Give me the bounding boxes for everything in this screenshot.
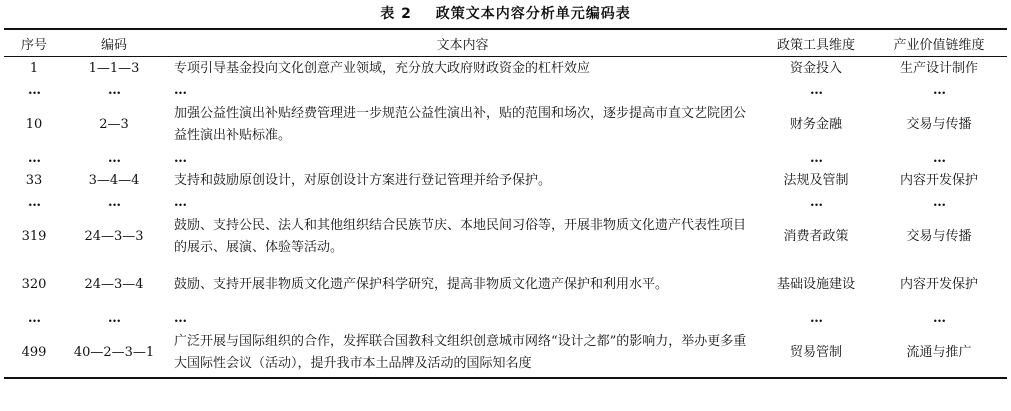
text-content-cell: 广泛开展与国际组织的合作，发挥联合国教科文组织创意城市网络“设计之都”的影响力，举办更多重大国际性会议（活动），提升我市本土品牌及活动的国际知名度 [164, 329, 761, 378]
table-row [4, 261, 1007, 309]
table-body [4, 57, 1007, 379]
header-serial: 序号 [4, 29, 64, 57]
table-wrapper [4, 0, 1007, 379]
coding-table [4, 28, 1007, 379]
code-cell: … [108, 195, 120, 210]
header-policy-tool: 政策工具维度 [761, 29, 871, 57]
ellipsis-row [4, 81, 1007, 101]
text-content-cell: … [174, 151, 186, 166]
table-row [4, 57, 1007, 82]
code-cell: … [108, 151, 120, 166]
value-chain-cell: 流通与推广 [871, 329, 1007, 378]
table-caption [4, 0, 1007, 28]
serial-cell: 320 [21, 277, 47, 292]
serial-cell: 1 [29, 61, 39, 76]
text-content-cell: … [174, 311, 186, 326]
ellipsis-row [4, 149, 1007, 169]
header-row [4, 29, 1007, 57]
serial-cell: … [28, 151, 40, 166]
policy-tool-cell: … [810, 311, 822, 326]
policy-tool-cell: 资金投入 [789, 61, 842, 76]
value-chain-cell: … [933, 151, 945, 166]
code-cell: 3—4—4 [88, 173, 140, 188]
text-content-cell: 鼓励、支持开展非物质文化遗产保护科学研究，提高非物质文化遗产保护和利用水平。 [174, 277, 669, 292]
code-cell: 1—1—3 [88, 61, 140, 76]
code-cell: … [108, 83, 120, 98]
code-cell: 24—3—3 [84, 229, 144, 244]
serial-cell: 319 [21, 229, 47, 244]
policy-tool-cell: … [810, 195, 822, 210]
serial-cell: 33 [25, 173, 43, 188]
code-cell: … [108, 311, 120, 326]
serial-cell: … [28, 311, 40, 326]
policy-tool-cell: 基础设施建设 [776, 277, 855, 292]
policy-tool-cell: 财务金融 [789, 117, 842, 132]
policy-tool-cell: 贸易管制 [761, 329, 871, 378]
table-row [4, 213, 1007, 261]
header-code: 编码 [64, 29, 164, 57]
value-chain-cell: 交易与传播 [906, 229, 972, 244]
table-number: 表 2 [380, 6, 412, 22]
policy-tool-cell: 消费者政策 [783, 229, 849, 244]
table-row [4, 101, 1007, 149]
text-content-cell: … [174, 195, 186, 210]
serial-cell: 10 [25, 117, 43, 132]
policy-tool-cell: … [810, 151, 822, 166]
code-cell: 24—3—4 [84, 277, 144, 292]
text-content-cell: 鼓励、支持公民、法人和其他组织结合民族节庆、本地民间习俗等，开展非物质文化遗产代表性项目的展示、展演、体验等活动。 [174, 218, 747, 255]
value-chain-cell: … [933, 195, 945, 210]
table-row [4, 329, 1007, 378]
serial-cell: 499 [4, 329, 64, 378]
text-content-cell: 加强公益性演出补贴经费管理进一步规范公益性演出补，贴的范围和场次，逐步提高市直文艺院团公益性演出补贴标准。 [174, 106, 747, 143]
value-chain-cell: 内容开发保护 [899, 173, 978, 188]
serial-cell: … [28, 83, 40, 98]
text-content-cell: 支持和鼓励原创设计，对原创设计方案进行登记管理并给予保护。 [174, 173, 552, 188]
ellipsis-row [4, 193, 1007, 213]
policy-tool-cell: 法规及管制 [783, 173, 849, 188]
code-cell: 40—2—3—1 [64, 329, 164, 378]
value-chain-cell: 内容开发保护 [899, 277, 978, 292]
ellipsis-row [4, 309, 1007, 329]
text-content-cell: … [174, 83, 186, 98]
header-value-chain: 产业价值链维度 [871, 29, 1007, 57]
value-chain-cell: … [933, 83, 945, 98]
policy-tool-cell: … [810, 83, 822, 98]
value-chain-cell: … [933, 311, 945, 326]
serial-cell: … [28, 195, 40, 210]
table-row [4, 169, 1007, 193]
text-content-cell: 专项引导基金投向文化创意产业领域，充分放大政府财政资金的杠杆效应 [174, 61, 591, 76]
code-cell: 2—3 [99, 117, 129, 132]
header-text-content: 文本内容 [164, 29, 761, 57]
value-chain-cell: 交易与传播 [906, 117, 972, 132]
table-title: 政策文本内容分析单元编码表 [435, 6, 631, 22]
value-chain-cell: 生产设计制作 [899, 61, 978, 76]
